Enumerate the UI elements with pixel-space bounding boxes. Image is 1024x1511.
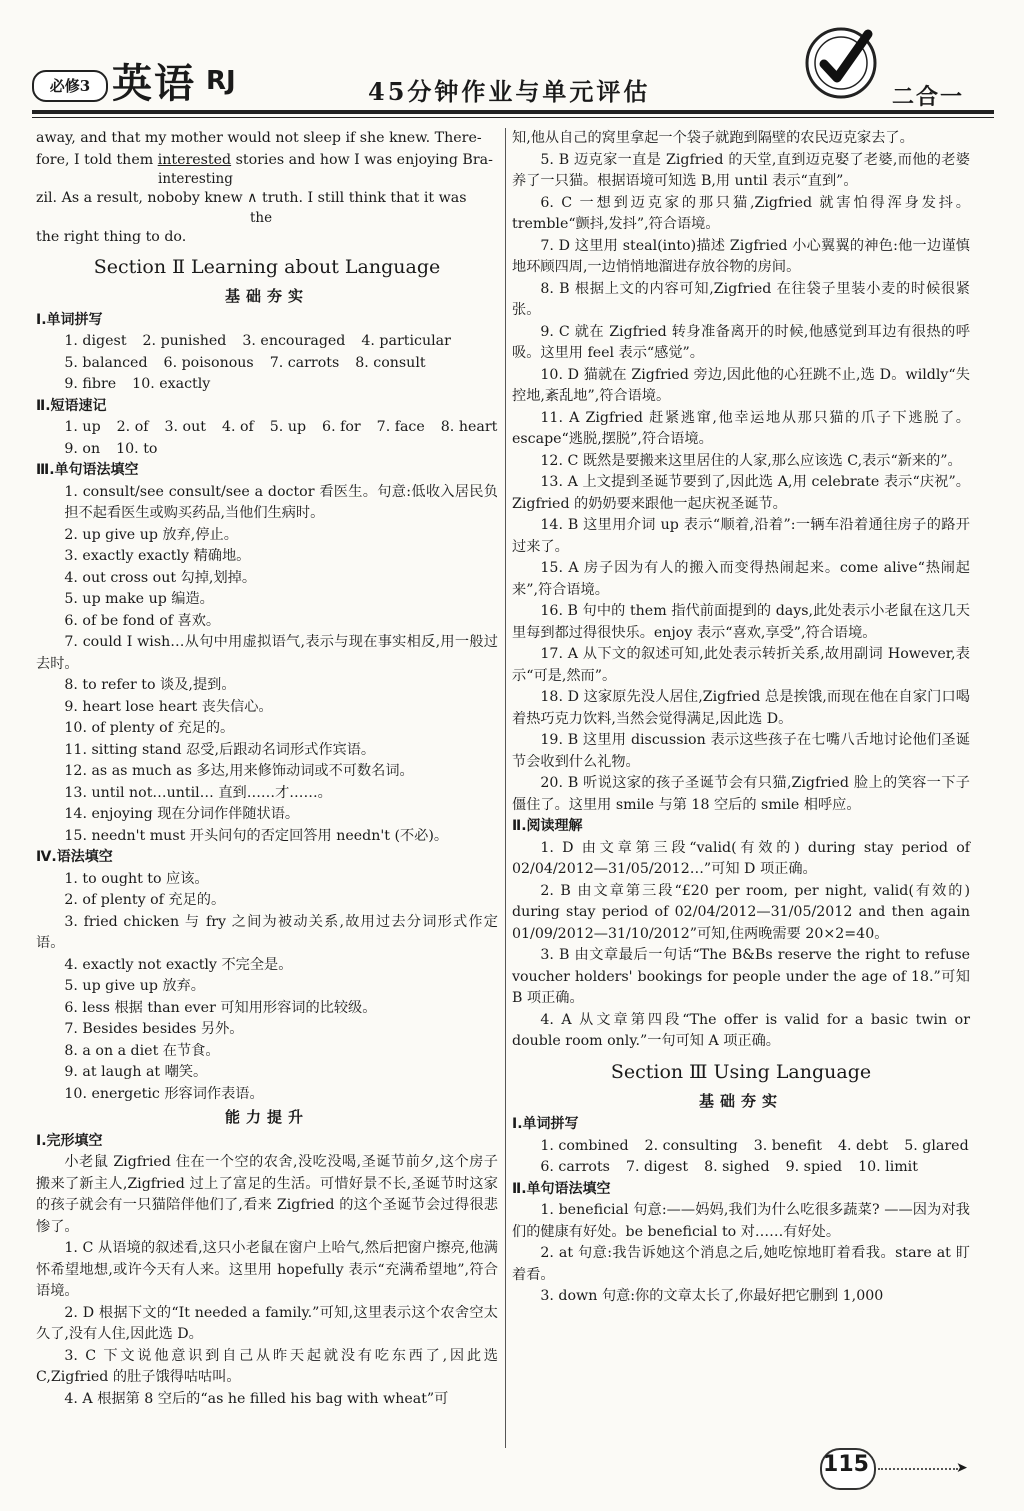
cloze-intro: 小老鼠 Zigfried 住在一个空的农舍,没吃没喝,圣诞节前夕,这个房子搬来了新主人,Zigfried 过上了富足的生活。可惜好景不长,圣诞节时这家的孩子就会有一只猫陪伴他们了,看来 Zigfried 的这个圣诞节会过得很悲惨了。 <box>36 1154 498 1235</box>
answer-item: 12. as as much as 多达,用来修饰动词或不可数名词。 <box>64 763 414 779</box>
answer-item: 9. heart lose heart 丧失信心。 <box>64 698 273 715</box>
answer-item: 1. beneficial 句意:——妈妈,我们为什么吃很多蔬菜? ——因为对我们的健康有好处。be beneficial to 对……有好处。 <box>512 1202 970 1240</box>
combo-label: 二合一 <box>892 84 965 110</box>
column-divider <box>505 128 506 1448</box>
answer-item: 2. up give up 放弃,停止。 <box>64 526 238 543</box>
answer-item: 6. less 根据 than ever 可知用形容词的比较级。 <box>64 999 377 1016</box>
answer-item: 15. needn't must 开头问句的否定回答用 needn't (不必)。 <box>64 827 449 844</box>
basic-heading: 基础夯实 <box>224 287 309 305</box>
intro-line: the right thing to do. <box>36 228 187 245</box>
answer-item: 5. up make up 编造。 <box>64 591 214 607</box>
subject-title: 英语 <box>112 60 196 107</box>
answer-item: 4. A 根据第 8 空后的“as he filled his bag with wheat”可 <box>64 1390 449 1407</box>
part-heading: Ⅲ.单句语法填空 <box>36 462 139 478</box>
answer-item: 2. D 根据下文的“It needed a family.”可知,这里表示这个农舍空太久了,没有人住,因此选 D。 <box>36 1304 498 1342</box>
part-heading: Ⅱ.单句语法填空 <box>512 1180 611 1197</box>
page-number <box>820 1448 872 1486</box>
answer-item: 16. B 句中的 them 指代前面提到的 days,此处表示小老鼠在这几天里每到都过得很快乐。enjoy 表示“喜欢,享受”,符合语境。 <box>512 603 970 641</box>
answer-row: 9. on 10. to <box>64 440 158 457</box>
answer-item: 14. enjoying 现在分词作伴随状语。 <box>64 806 300 822</box>
answer-item: 5. B 迈克家一直是 Zigfried 的天堂,直到迈克娶了老婆,而他的老婆养了一只猫。根据语境可知选 B,用 until 表示“直到”。 <box>512 151 970 189</box>
basic-heading: 基础夯实 <box>698 1091 783 1110</box>
advanced-heading: 能力提升 <box>224 1108 309 1126</box>
answer-item: 17. A 从下文的叙述可知,此处表示转折关系,故用副词 However,表示“可是,然而”。 <box>512 646 970 684</box>
answer-row: 1. combined 2. consulting 3. benefit 4. debt 5. glared <box>540 1137 969 1154</box>
part-heading: Ⅳ.语法填空 <box>36 849 113 865</box>
left-column <box>36 128 498 1410</box>
answer-item: 1. D 由文章第三段“valid(有效的) during stay period of 02/04/2012—31/05/2012…”可知 D 项正确。 <box>512 839 970 877</box>
answer-item: 8. to refer to 谈及,提到。 <box>64 677 236 693</box>
answer-item: 1. consult/see consult/see a doctor 看医生。句意:低收入居民负担不起看医生或购买药品,当他们生病时。 <box>64 483 498 521</box>
part-heading: Ⅰ.单词拼写 <box>36 311 103 328</box>
answer-row: 1. up 2. of 3. out 4. of 5. up 6. for 7. face 8. heart <box>64 419 498 435</box>
answer-item: 15. A 房子因为有人的搬入而变得热闹起来。come alive“热闹起来”,符合语境。 <box>512 560 970 598</box>
edition-label: RJ <box>206 66 236 96</box>
right-column <box>512 128 970 1308</box>
intro-line: zil. As a result, noboby knew ∧ truth. I still think that it was <box>36 190 467 206</box>
answer-item: 4. out cross out 勾掉,划掉。 <box>64 569 257 586</box>
header-rule-thin <box>32 117 994 118</box>
answer-item: 13. A 上文提到圣诞节要到了,因此选 A,用 celebrate 表示“庆祝”。Zigfried 的奶奶要来跟他一起庆祝圣诞节。 <box>512 474 970 512</box>
answer-item: 1. C 从语境的叙述看,这只小老鼠在窗户上哈气,然后把窗户擦亮,他满怀希望地想,或许今天有人来。这里用 hopefully 表示“充满希望地”,符合语境。 <box>36 1240 498 1299</box>
answer-item: 10. energetic 形容词作表语。 <box>64 1085 264 1102</box>
answer-item: 3. down 句意:你的文章太长了,你最好把它删到 1,000 <box>540 1288 884 1304</box>
caret-mark: ∧ <box>247 190 258 206</box>
answer-item: 10. D 猫就在 Zigfried 旁边,因此他的心狂跳不止,选 D。wildly“失控地,紊乱地”,符合语境。 <box>512 366 970 404</box>
answer-item: 3. C 下文说他意识到自己从昨天起就没有吃东西了,因此选 C,Zigfried 的肚子饿得咕咕叫。 <box>36 1347 498 1385</box>
answer-item: 2. at 句意:我告诉她这个消息之后,她吃惊地盯着看我。stare at 盯着看。 <box>512 1245 970 1283</box>
section-3-title: Section Ⅲ Using Language <box>610 1060 872 1083</box>
answer-item: 7. D 这里用 steal(into)描述 Zigfried 小心翼翼的神色:他一边谨慎地环顾四周,一边悄悄地溜进存放谷物的房间。 <box>512 237 970 275</box>
part-heading: Ⅱ.阅读理解 <box>512 818 583 834</box>
answer-item: 2. of plenty of 充足的。 <box>64 892 226 908</box>
answer-item: 3. exactly exactly 精确地。 <box>64 548 251 564</box>
answer-row: 9. fibre 10. exactly <box>64 376 211 392</box>
answer-item: 18. D 这家原先没人居住,Zigfried 总是挨饿,而现在他在自家门口喝着热巧克力饮料,当然会觉得满足,因此选 D。 <box>512 689 970 727</box>
correction-interesting: interesting <box>158 171 233 187</box>
answer-item: 知,他从自己的窝里拿起一个袋子就跑到隔壁的农民迈克家去了。 <box>512 130 914 146</box>
answer-item: 9. at laugh at 嘲笑。 <box>64 1064 208 1080</box>
answer-row: 6. carrots 7. digest 8. sighed 9. spied 10. limit <box>540 1159 918 1175</box>
answer-item: 9. C 就在 Zigfried 转身准备离开的时候,他感觉到耳边有很热的呼吸。这里用 feel 表示“感觉”。 <box>512 323 970 361</box>
answer-item: 2. B 由文章第三段“£20 per room, per night, valid(有效的) during stay period of 02/04/2012—31/05/2012 and then again 01/09/2012—31/10/2012”可知,住两晚需要 20×2=40。 <box>512 882 970 942</box>
page-number-text: 115 <box>823 1452 869 1477</box>
answer-item: 4. A 从文章第四段“The offer is valid for a basic twin or double room only.”一句可知 A 项正确。 <box>512 1011 970 1049</box>
page-number-dots <box>878 1468 958 1472</box>
error-word: interested <box>157 151 232 168</box>
answer-item: 5. up give up 放弃。 <box>64 978 205 994</box>
part-heading: Ⅱ.短语速记 <box>36 397 107 414</box>
answer-item: 7. Besides besides 另外。 <box>64 1021 244 1037</box>
answer-item: 10. of plenty of 充足的。 <box>64 720 235 736</box>
answer-item: 20. B 听说这家的孩子圣诞节会有只猫,Zigfried 脸上的笑容一下子僵住了。这里用 smile 与第 18 空后的 smile 相呼应。 <box>512 775 970 813</box>
answer-item: 12. C 既然是要搬来这里居住的人家,那么应该选 C,表示“新来的”。 <box>540 452 962 469</box>
answer-item: 19. B 这里用 discussion 表示这些孩子在七嘴八舌地讨论他们圣诞节会收到什么礼物。 <box>512 732 970 770</box>
arrow-right-icon: ➤ <box>956 1460 968 1476</box>
intro-line: fore, I told them interested stories and how I was enjoying Bra- <box>36 151 493 168</box>
answer-item: 4. exactly not exactly 不完全是。 <box>64 956 293 973</box>
answer-item: 13. until not…until… 直到……才……。 <box>64 784 332 801</box>
part-heading: Ⅰ.单词拼写 <box>512 1116 579 1132</box>
answer-item: 8. a on a diet 在节食。 <box>64 1042 220 1059</box>
answer-item: 11. A Zigfried 赶紧逃窜,他幸运地从那只猫的爪子下逃脱了。escape“逃脱,摆脱”,符合语境。 <box>512 409 970 447</box>
section-2-title: Section Ⅱ Learning about Language <box>93 256 441 278</box>
answer-item: 11. sitting stand 忍受,后跟动名词形式作宾语。 <box>64 741 376 758</box>
correction-the: the <box>250 209 273 226</box>
answer-item: 8. B 根据上文的内容可知,Zigfried 在往袋子里装小麦的时候很紧张。 <box>512 280 970 318</box>
answer-item: 1. to ought to 应该。 <box>64 870 209 887</box>
part-heading: Ⅰ.完形填空 <box>36 1132 103 1149</box>
answer-item: 3. B 由文章最后一句话“The B&Bs reserve the right to refuse voucher holders' bookings for people under the age of 18.”可知 B 项正确。 <box>512 947 970 1006</box>
volume-badge: 必修3 <box>32 70 108 102</box>
page-header <box>0 0 1024 120</box>
checkmark-logo-icon <box>800 20 882 102</box>
answer-row: 5. balanced 6. poisonous 7. carrots 8. consult <box>64 354 426 371</box>
intro-line: away, and that my mother would not sleep if she knew. There- <box>36 130 482 146</box>
answer-item: 14. B 这里用介词 up 表示“顺着,沿着”:一辆车沿着通往房子的路开过来了。 <box>512 517 970 555</box>
answer-item: 7. could I wish…从句中用虚拟语气,表示与现在事实相反,用一般过去时。 <box>36 634 498 672</box>
header-rule <box>32 110 994 114</box>
answer-item: 6. C 一想到迈克家的那只猫,Zigfried 就害怕得浑身发抖。tremble“颤抖,发抖”,符合语境。 <box>512 194 970 232</box>
answer-row: 1. digest 2. punished 3. encouraged 4. particular <box>64 333 451 349</box>
answer-item: 6. of be fond of 喜欢。 <box>64 612 221 629</box>
series-title: 45分钟作业与单元评估 <box>368 77 651 106</box>
answer-item: 3. fried chicken 与 fry 之间为被动关系,故用过去分词形式作定语。 <box>36 913 498 951</box>
